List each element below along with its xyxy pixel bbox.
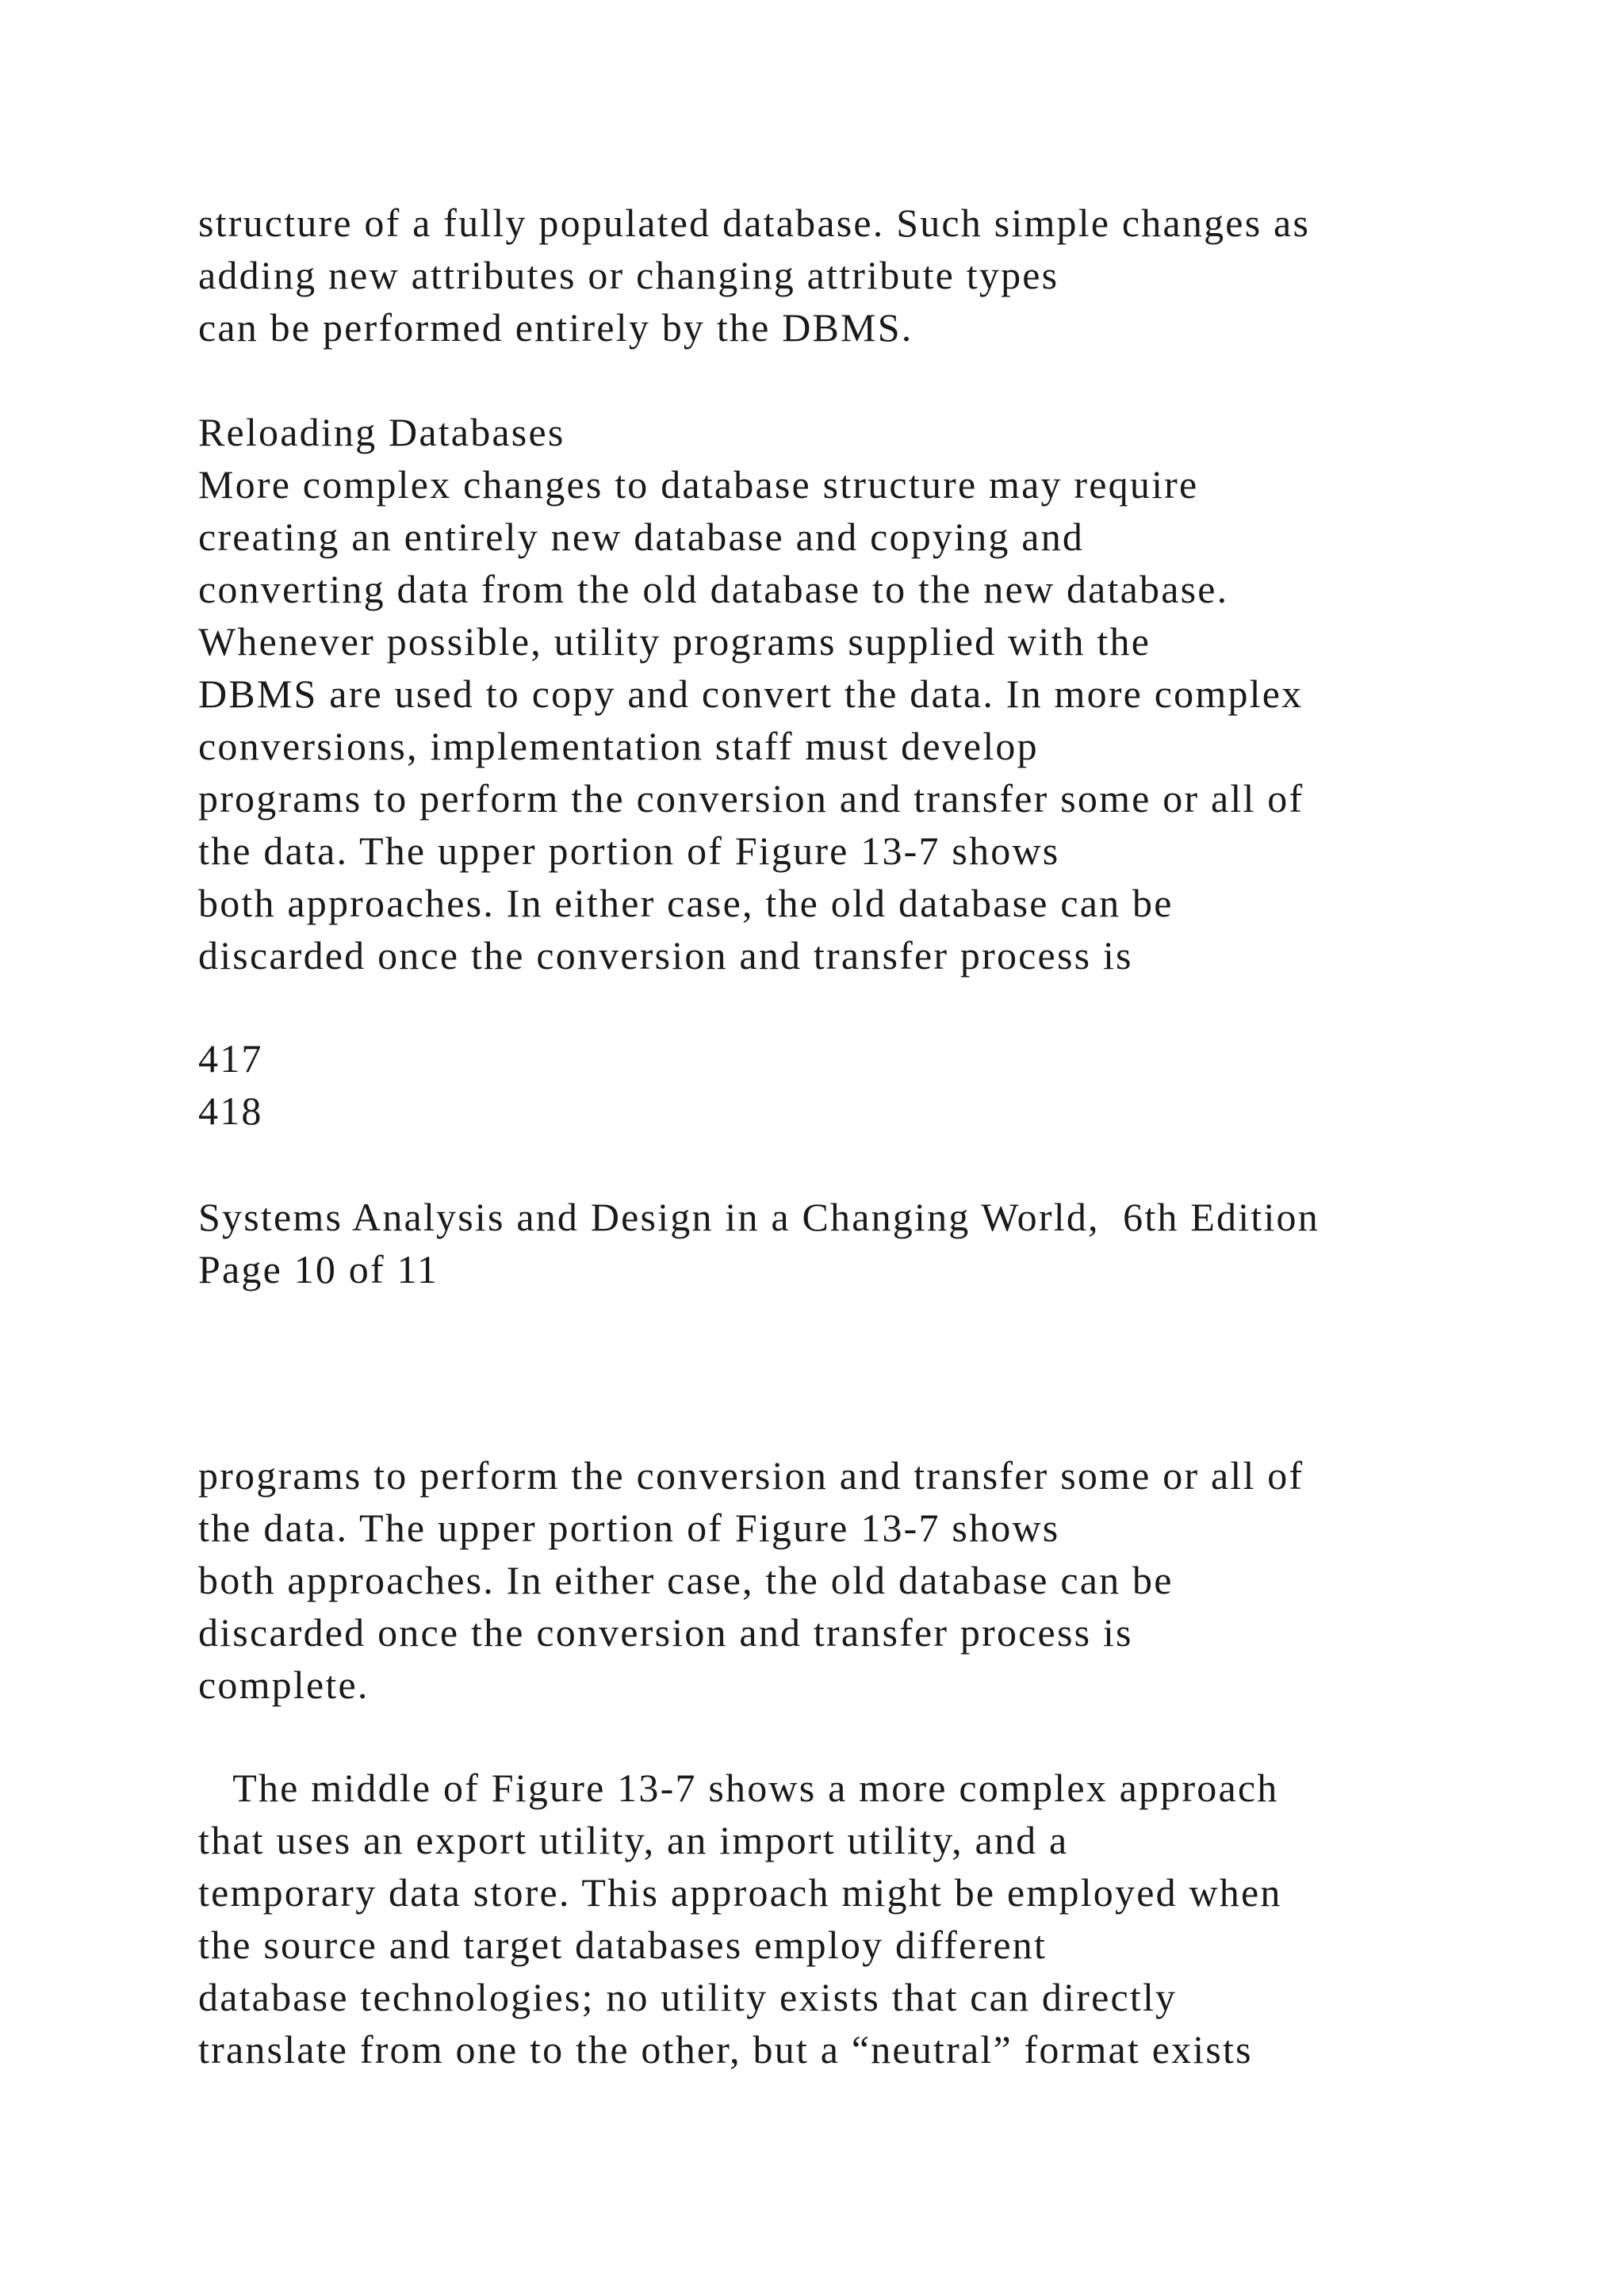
text-line: temporary data store. This approach might be employed when (198, 1870, 1282, 1915)
section-reloading-databases (198, 406, 1594, 982)
text-line: adding new attributes or changing attribute types (198, 253, 1059, 297)
text-line: programs to perform the conversion and transfer some or all of (198, 1453, 1304, 1498)
text-line: discarded once the conversion and transfer process is (198, 933, 1133, 978)
text-line: DBMS are used to copy and convert the data. In more complex (198, 672, 1304, 716)
text-line: discarded once the conversion and transfer process is (198, 1610, 1133, 1655)
book-title: Systems Analysis and Design in a Changing World, 6th Edition (198, 1195, 1320, 1239)
page-number-markers (198, 1032, 1594, 1137)
paragraph-intro (198, 197, 1594, 354)
text-line: conversions, implementation staff must develop (198, 724, 1039, 768)
page-number: 418 (198, 1089, 263, 1133)
text-line: the data. The upper portion of Figure 13-7 shows (198, 1506, 1060, 1550)
page-footer (198, 1191, 1594, 1295)
text-line: structure of a fully populated database. Such simple changes as (198, 201, 1311, 245)
text-line: programs to perform the conversion and transfer some or all of (198, 776, 1304, 821)
text-line: the source and target databases employ different (198, 1923, 1048, 1967)
text-line: complete. (198, 1663, 370, 1707)
page-number: 417 (198, 1036, 263, 1081)
text-line: both approaches. In either case, the old database can be (198, 881, 1174, 925)
paragraph-continued (198, 1449, 1594, 1711)
text-line: both approaches. In either case, the old database can be (198, 1558, 1174, 1602)
paragraph-middle-figure (198, 1762, 1594, 2076)
text-line: that uses an export utility, an import utility, and a (198, 1818, 1069, 1862)
text-line: Whenever possible, utility programs supplied with the (198, 619, 1151, 664)
section-heading: Reloading Databases (198, 410, 565, 454)
text-line: The middle of Figure 13-7 shows a more complex approach (198, 1766, 1279, 1810)
text-line: converting data from the old database to the new database. (198, 567, 1229, 611)
text-line: translate from one to the other, but a “neutral” format exists (198, 2027, 1253, 2072)
text-line: database technologies; no utility exists that can directly (198, 1975, 1178, 2019)
text-line: More complex changes to database structure may require (198, 462, 1199, 507)
text-line: creating an entirely new database and copying and (198, 515, 1085, 559)
page-indicator: Page 10 of 11 (198, 1247, 439, 1292)
text-line: the data. The upper portion of Figure 13-7 shows (198, 828, 1060, 873)
text-line: can be performed entirely by the DBMS. (198, 305, 914, 350)
